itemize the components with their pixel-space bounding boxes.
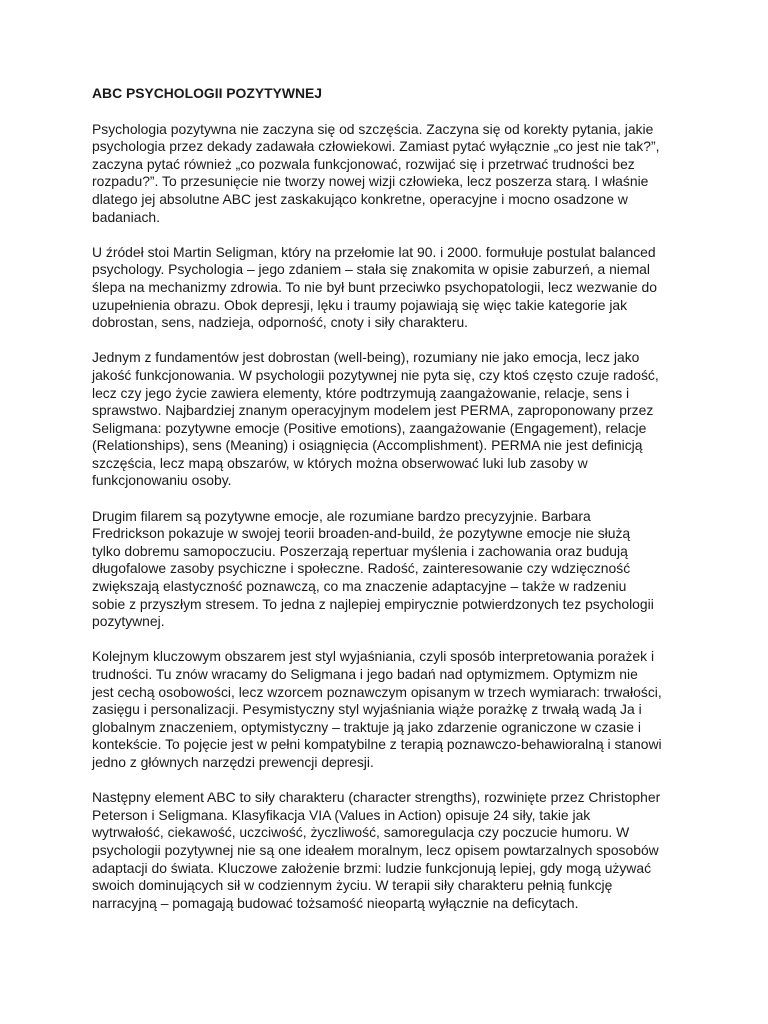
paragraph-line: sprawstwo. Najbardziej znanym operacyjnym modelem jest PERMA, zaproponowany przez <box>92 402 654 419</box>
paragraph-line: Następny element ABC to siły charakteru (character strengths), rozwinięte przez Christopher <box>92 789 661 806</box>
paragraph-line: adaptacji do świata. Kluczowe założenie brzmi: ludzie funkcjonują lepiej, gdy mogą używać <box>92 859 652 876</box>
paragraph-line: długofalowe zasoby psychiczne i społeczne. Radość, zainteresowanie czy wdzięczność <box>92 560 631 577</box>
paragraph-line: Drugim filarem są pozytywne emocje, ale rozumiane bardzo precyzyjnie. Barbara <box>92 507 591 524</box>
paragraph-line: (Relationships), sens (Meaning) i osiągnięcia (Accomplishment). PERMA nie jest definicją <box>92 437 643 454</box>
document-title: ABC PSYCHOLOGII POZYTYWNEJ <box>92 85 322 101</box>
paragraph-line: psychology. Psychologia – jego zdaniem – stała się znakomita w opisie zaburzeń, a niemal <box>92 261 650 278</box>
paragraph-line: funkcjonowaniu osoby. <box>92 472 232 489</box>
paragraph-line: jakość funkcjonowania. W psychologii pozytywnej nie pyta się, czy ktoś często czuje radość, <box>92 366 659 383</box>
paragraph-line: Seligmana: pozytywne emocje (Positive emotions), zaangażowanie (Engagement), relacje <box>92 419 647 436</box>
paragraph-line: sobie z przyszłym stresem. To jedna z najlepiej empirycznie potwierdzonych tez psychologii <box>92 595 654 612</box>
paragraph-line: lecz czy jego życie zawiera elementy, które podtrzymują zaangażowanie, relacje, sens i <box>92 384 630 401</box>
paragraph-line: zaczyna pytać również „co pozwala funkcjonować, rozwijać się i przetrwać trudności bez <box>92 155 635 172</box>
paragraph-line: Kolejnym kluczowym obszarem jest styl wyjaśniania, czyli sposób interpretowania porażek i <box>92 648 655 665</box>
paragraph-line: rozpadu?”. To przesunięcie nie tworzy nowej wizji człowieka, lecz poszerza starą. I właśnie <box>92 173 649 190</box>
paragraph-line: pozytywnej. <box>92 613 165 630</box>
paragraph <box>92 789 676 912</box>
paragraph <box>92 508 676 631</box>
paragraph-line: Peterson i Seligmana. Klasyfikacja VIA (Values in Action) opisuje 24 siły, takie jak <box>92 806 591 823</box>
document-page <box>92 85 676 930</box>
paragraph-line: uzupełnienia obrazu. Obok depresji, lęku i traumy pojawiają się więc takie kategorie jak <box>92 296 628 313</box>
paragraph-line: badaniach. <box>92 208 160 225</box>
paragraph-line: trudności. Tu znów wracamy do Seligmana i jego badań nad optymizmem. Optymizm nie <box>92 666 638 682</box>
paragraph-line: szczęścia, lecz mapą obszarów, w których można obserwować luki lub zasoby w <box>92 454 588 471</box>
paragraph <box>92 349 676 490</box>
paragraph-line: ślepa na mechanizmy zdrowia. To nie był bunt przeciwko psychopatologii, lecz wezwanie do <box>92 278 657 295</box>
paragraph-line: zwiększają elastyczność poznawczą, co ma znaczenie adaptacyjne – także w radzeniu <box>92 578 627 595</box>
paragraph-line: Jednym z fundamentów jest dobrostan (well-being), rozumiany nie jako emocja, lecz jako <box>92 349 640 366</box>
paragraph-line: Fredrickson pokazuje w swojej teorii broaden-and-build, że pozytywne emocje nie służą <box>92 525 631 542</box>
paragraph-line: jedno z głównych narzędzi prewencji depresji. <box>92 753 374 770</box>
paragraph-line: wytrwałość, ciekawość, uczciwość, życzliwość, samoregulacja czy poczucie humoru. W <box>92 824 630 841</box>
paragraph <box>92 121 676 227</box>
paragraph-line: dobrostan, sens, nadzieja, odporność, cnoty i siły charakteru. <box>92 314 469 331</box>
paragraph-line: psychologia przez dekady zadawała człowiekowi. Zamiast pytać wyłącznie „co jest nie tak?”, <box>92 138 660 155</box>
paragraph-line: globalnym znaczeniem, optymistyczny – traktuje ją jako zdarzenie ograniczone w czasie i <box>92 718 641 735</box>
paragraph-line: kontekście. To pojęcie jest w pełni kompatybilne z terapią poznawczo-behawioralną i stanowi <box>92 736 662 753</box>
paragraph <box>92 244 676 332</box>
paragraph-line: tylko dobremu samopoczuciu. Poszerzają repertuar myślenia i zachowania oraz budują <box>92 542 628 559</box>
paragraph-line: Psychologia pozytywna nie zaczyna się od szczęścia. Zaczyna się od korekty pytania, jakie <box>92 120 654 137</box>
paragraph-line: dlatego jej absolutne ABC jest zaskakująco konkretne, operacyjne i mocno osadzone w <box>92 190 628 207</box>
paragraph-line: zasięgu i personalizacji. Pesymistyczny styl wyjaśniania wiąże porażkę z trwałą wadą Ja i <box>92 701 642 718</box>
paragraph-line: psychologii pozytywnej nie są one ideałem moralnym, lecz opisem powtarzalnych sposobów <box>92 841 659 858</box>
paragraph-line: jest cechą osobowości, lecz wzorcem poznawczym opisanym w trzech wymiarach: trwałości, <box>92 683 662 700</box>
paragraph-line: swoich dominujących sił w codziennym życiu. W terapii siły charakteru pełnią funkcję <box>92 877 613 894</box>
paragraph-line: narracyjną – pomagają budować tożsamość nieopartą wyłącznie na deficytach. <box>92 894 579 911</box>
paragraph-line: U źródeł stoi Martin Seligman, który na przełomie lat 90. i 2000. formułuje postulat balanced <box>92 243 656 260</box>
paragraph <box>92 648 676 771</box>
